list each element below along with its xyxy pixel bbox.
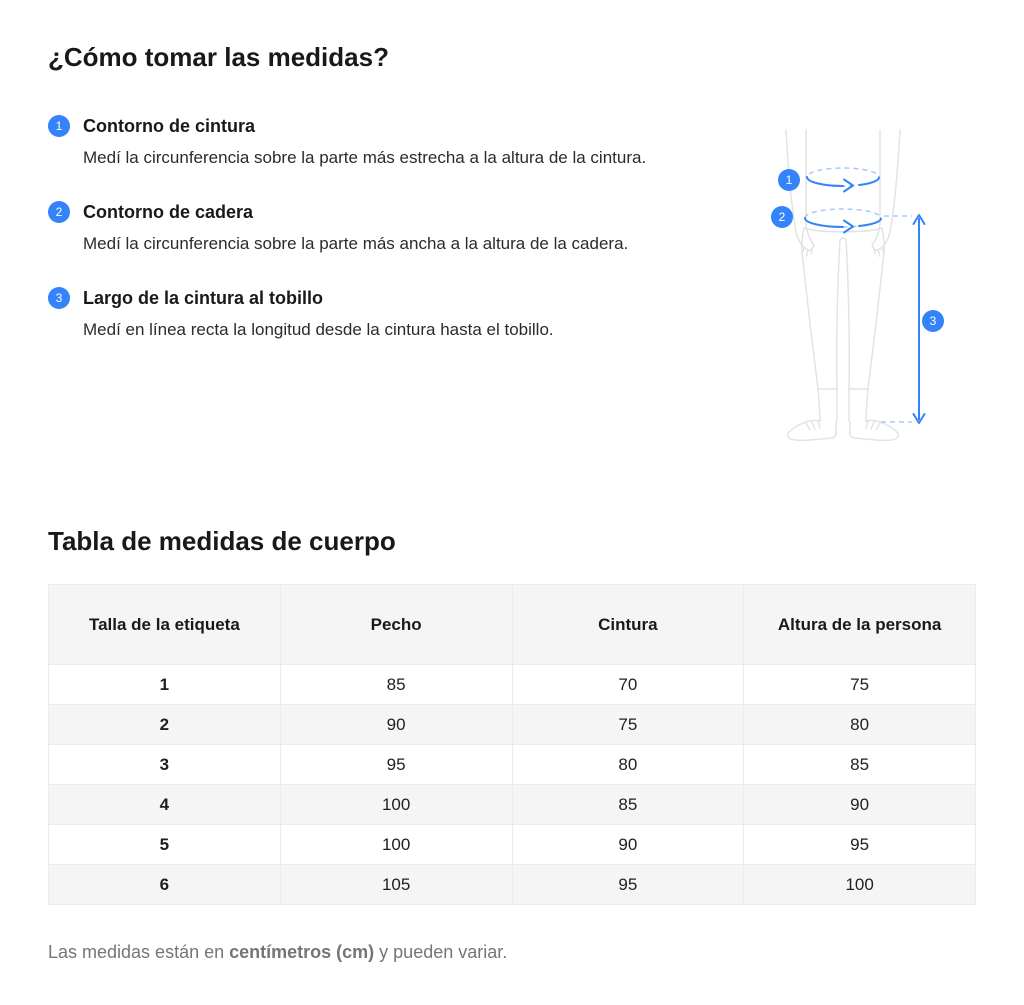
disclaimer-text-before: Las medidas están en [48,942,230,962]
disclaimer-units-bold: centímetros (cm) [229,942,375,962]
table-cell-size: 5 [49,825,281,865]
table-cell: 75 [744,665,976,705]
instruction-description: Medí la circunferencia sobre la parte más estrecha a la altura de la cintura. [83,148,647,167]
instructions-list [48,114,708,344]
table-cell: 80 [744,705,976,745]
size-table-body [49,665,976,905]
units-disclaimer [48,939,976,965]
hip-measure-arrow [805,209,881,233]
instruction-description: Medí la circunferencia sobre la parte más ancha a la altura de la cadera. [83,234,629,253]
diagram-badge-2-label: 2 [778,210,786,224]
mannequin-outline [786,130,900,440]
table-cell: 75 [512,705,744,745]
table-row [49,785,976,825]
instruction-title: Contorno de cintura [83,116,255,136]
header-cell-chest: Pecho [280,585,512,665]
table-cell: 90 [280,705,512,745]
lower-body-figure-illustration [760,114,990,454]
table-title: Tabla de medidas de cuerpo [48,526,396,556]
table-cell-size: 6 [49,865,281,905]
table-cell: 100 [744,865,976,905]
header-cell-height: Altura de la persona [744,585,976,665]
table-cell: 90 [512,825,744,865]
table-cell: 100 [280,825,512,865]
table-cell: 85 [280,665,512,705]
instruction-item-length [48,286,708,344]
step-3-badge: 3 [48,287,70,309]
table-cell: 105 [280,865,512,905]
instruction-item-waist [48,114,708,172]
table-cell: 95 [744,825,976,865]
diagram-badge-3-label: 3 [929,314,937,328]
length-measure-arrow [881,215,925,423]
table-cell: 90 [744,785,976,825]
size-table-head [49,585,976,665]
table-cell: 85 [744,745,976,785]
table-row [49,665,976,705]
instruction-head [48,286,708,310]
table-row [49,825,976,865]
measurement-instructions-section [48,114,976,462]
instruction-title: Contorno de cadera [83,202,254,222]
table-row [49,745,976,785]
header-cell-size: Talla de la etiqueta [49,585,281,665]
instruction-head [48,114,708,138]
waist-measure-arrow [807,168,879,192]
table-cell-size: 3 [49,745,281,785]
instruction-description: Medí en línea recta la longitud desde la cintura hasta el tobillo. [83,320,554,339]
table-cell: 85 [512,785,744,825]
table-row [49,705,976,745]
table-cell-size: 4 [49,785,281,825]
header-cell-waist: Cintura [512,585,744,665]
instruction-item-hip [48,200,708,258]
disclaimer-text-after: y pueden variar. [374,942,508,962]
table-cell-size: 1 [49,665,281,705]
diagram-badge-1-label: 1 [785,173,793,187]
instruction-head [48,200,708,224]
step-1-badge: 1 [48,115,70,137]
table-cell: 95 [280,745,512,785]
table-cell: 95 [512,865,744,905]
table-row [49,865,976,905]
page-title: ¿Cómo tomar las medidas? [48,42,389,72]
table-cell: 80 [512,745,744,785]
table-cell: 100 [280,785,512,825]
table-cell-size: 2 [49,705,281,745]
step-2-badge: 2 [48,201,70,223]
header-row [49,585,976,665]
body-measurement-diagram [760,114,990,454]
instruction-title: Largo de la cintura al tobillo [83,288,324,308]
size-table [48,584,976,905]
table-cell: 70 [512,665,744,705]
